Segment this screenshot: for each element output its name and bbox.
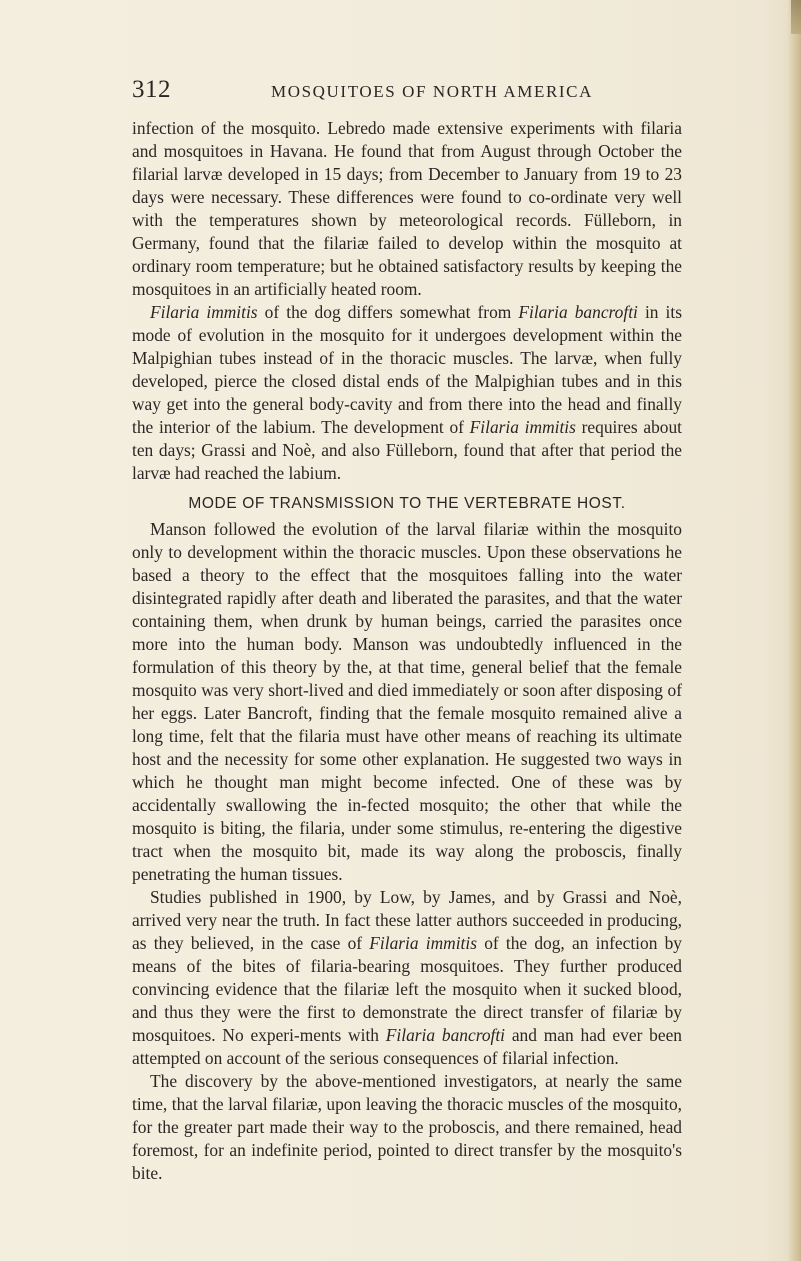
paragraph-4-text-2: of the dog, an infection by means of the bites of filaria-bearing mosquitoes. They further produced convincing evidence that the filariæ left the mosquito when it sucked blood, and thus they were the first to demonstrate the direct transfer of filariæ by mosquitoes. No experi-ments with xyxy=(132,933,682,1045)
species-name: Filaria immitis xyxy=(469,417,576,437)
paragraph-2-text-2: in its mode of evolution in the mosquito for it undergoes development within the Malpighian tubes instead of in the thoracic muscles. The larvæ, when fully developed, pierce the closed distal ends of the Malpighian tubes and in this way get into the general body-cavity and from there into the head and finally the interior of the labium. The development of xyxy=(132,302,682,437)
paragraph-4-text-1: Studies published in 1900, by Low, by James, and by Grassi and Noè, arrived very near the truth. In fact these latter authors succeeded in producing, as they believed, in the case of xyxy=(132,887,682,953)
species-name: Filaria bancrofti xyxy=(518,302,638,322)
page-number: 312 xyxy=(132,76,171,103)
paragraph-2-text-3: requires about ten days; Grassi and Noè, and also Fülleborn, found that after that period the larvæ had reached the labium. xyxy=(132,417,682,483)
running-head: MOSQUITOES OF NORTH AMERICA xyxy=(271,82,593,101)
paragraph-4-text-3: and man had ever been attempted on account of the serious consequences of filarial infection. xyxy=(132,1025,683,1068)
page-edge-shadow xyxy=(787,0,801,1261)
binding-mark xyxy=(791,0,801,34)
body-text xyxy=(132,117,682,1185)
species-name: Filaria bancrofti xyxy=(385,1025,506,1045)
paragraph-4 xyxy=(132,886,682,1070)
species-name: Filaria immitis xyxy=(369,933,477,953)
paragraph-2 xyxy=(132,301,682,485)
paragraph-5: The discovery by the above-mentioned investigators, at nearly the same time, that the larval filariæ, upon leaving the thoracic muscles of the mosquito, for the greater part made their way to the proboscis, and there remained, head foremost, for an indefinite period, pointed to direct transfer by the mosquito's bite. xyxy=(132,1071,682,1183)
paragraph-3: Manson followed the evolution of the larval filariæ within the mosquito only to development within the thoracic muscles. Upon these observations he based a theory to the effect that the mosquitoes falling into the water disintegrated rapidly after death and liberated the parasites, and that the water containing them, when drunk by human beings, carried the parasites once more into the human body. Manson was undoubtedly influenced in the formulation of this theory by the, at that time, general belief that the female mosquito was very short-lived and died immediately or soon after disposing of her eggs. Later Bancroft, finding that the female mosquito remained alive a long time, felt that the filaria must have other means of reaching its ultimate host and the necessity for some other explanation. He suggested two ways in which he thought man might become infected. One of these was by accidentally swallowing the in-fected mosquito; the other that while the mosquito is biting, the filaria, under some stimulus, re-entering the digestive tract when the mosquito bit, made its way along the proboscis, finally penetrating the human tissues. xyxy=(132,519,682,884)
section-heading: MODE OF TRANSMISSION TO THE VERTEBRATE HOST. xyxy=(188,495,626,512)
paragraph-1: infection of the mosquito. Lebredo made extensive experiments with filaria and mosquitoes in Havana. He found that from August through October the filarial larvæ developed in 15 days; from December to January from 19 to 23 days were necessary. These differences were found to co-ordinate very well with the temperatures shown by meteorological records. Fülleborn, in Germany, found that the filariæ failed to develop within the mosquito at ordinary room temperature; but he obtained satisfactory results by keeping the mosquitoes in an artificially heated room. xyxy=(132,118,682,299)
page-header xyxy=(132,76,682,106)
species-name: Filaria immitis xyxy=(150,302,258,322)
paragraph-2-text-1: of the dog differs somewhat from xyxy=(257,302,519,322)
